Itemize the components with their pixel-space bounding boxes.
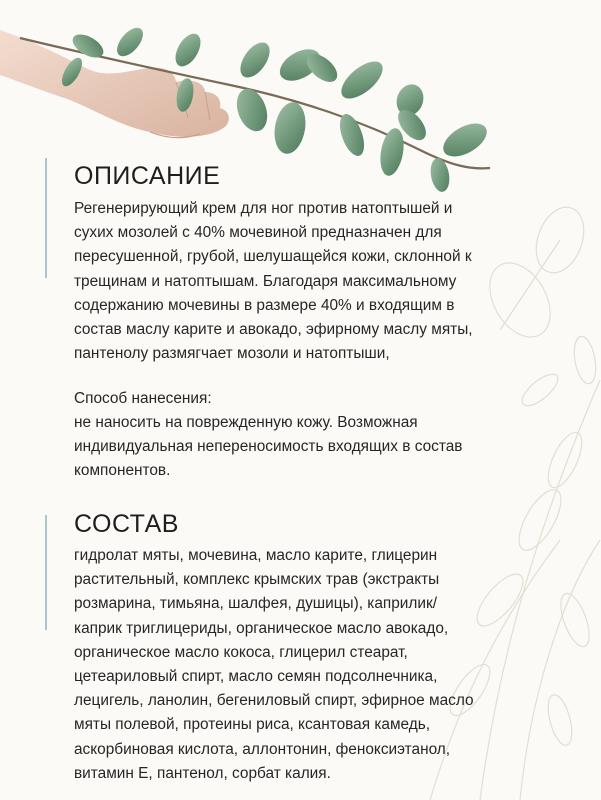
usage-method-line: компонентов. [74, 462, 171, 480]
composition-line: мяты полевой, протеины риса, ксантовая камедь, [74, 716, 431, 734]
composition-line: лецигель, ланолин, бегениловый спирт, эфирное масло [74, 692, 474, 710]
composition-line: органическое масло кокоса, глицерил стеарат, [74, 643, 408, 661]
description-line: сухих мозолей с 40% мочевиной предназначен для [74, 224, 442, 242]
composition-line: каприк триглицериды, органическое масло авокадо, [74, 619, 449, 637]
usage-method-line: не наносить на поврежденную кожу. Возможная [74, 414, 418, 431]
composition-text [74, 544, 584, 786]
composition-line: цетеариловый спирт, масло семян подсолнечника, [74, 668, 438, 686]
description-text [74, 197, 584, 366]
composition-line: витамин Е, пантенол, сорбат калия. [74, 764, 331, 782]
description-line: Регенерирующий крем для ног против натоптышей и [74, 200, 453, 217]
composition-line: растительный, комплекс крымских трав (экстракты [74, 571, 440, 589]
description-heading: ОПИСАНИЕ [74, 162, 221, 190]
description-line: пересушенной, грубой, шелушащейся кожи, склонной к [74, 248, 472, 266]
description-line: пантенолу размягчает мозоли и натоптыши, [74, 345, 390, 363]
description-accent-line [45, 158, 47, 278]
composition-line: розмарина, тимьяна, шалфея, душицы), каприлик/ [74, 595, 437, 613]
description-line: содержанию мочевины в размере 40% и входящим в [74, 296, 455, 314]
usage-method-label: Способ нанесения: [74, 390, 212, 407]
usage-method-text [74, 411, 584, 484]
description-line: состав маслу карите и авокадо, эфирному маслу мяты, [74, 321, 473, 339]
composition-line: аскорбиновая кислота, аллонтонин, феноксиэтанол, [74, 740, 451, 758]
composition-accent-line [45, 515, 47, 630]
description-line: трещинам и натоптышам. Благодаря максимальному [74, 272, 457, 290]
composition-heading: СОСТАВ [74, 510, 179, 538]
usage-method-line: индивидуальная непереносимость входящих в состав [74, 438, 463, 456]
composition-line: гидролат мяты, мочевина, масло карите, глицерин [74, 547, 438, 564]
